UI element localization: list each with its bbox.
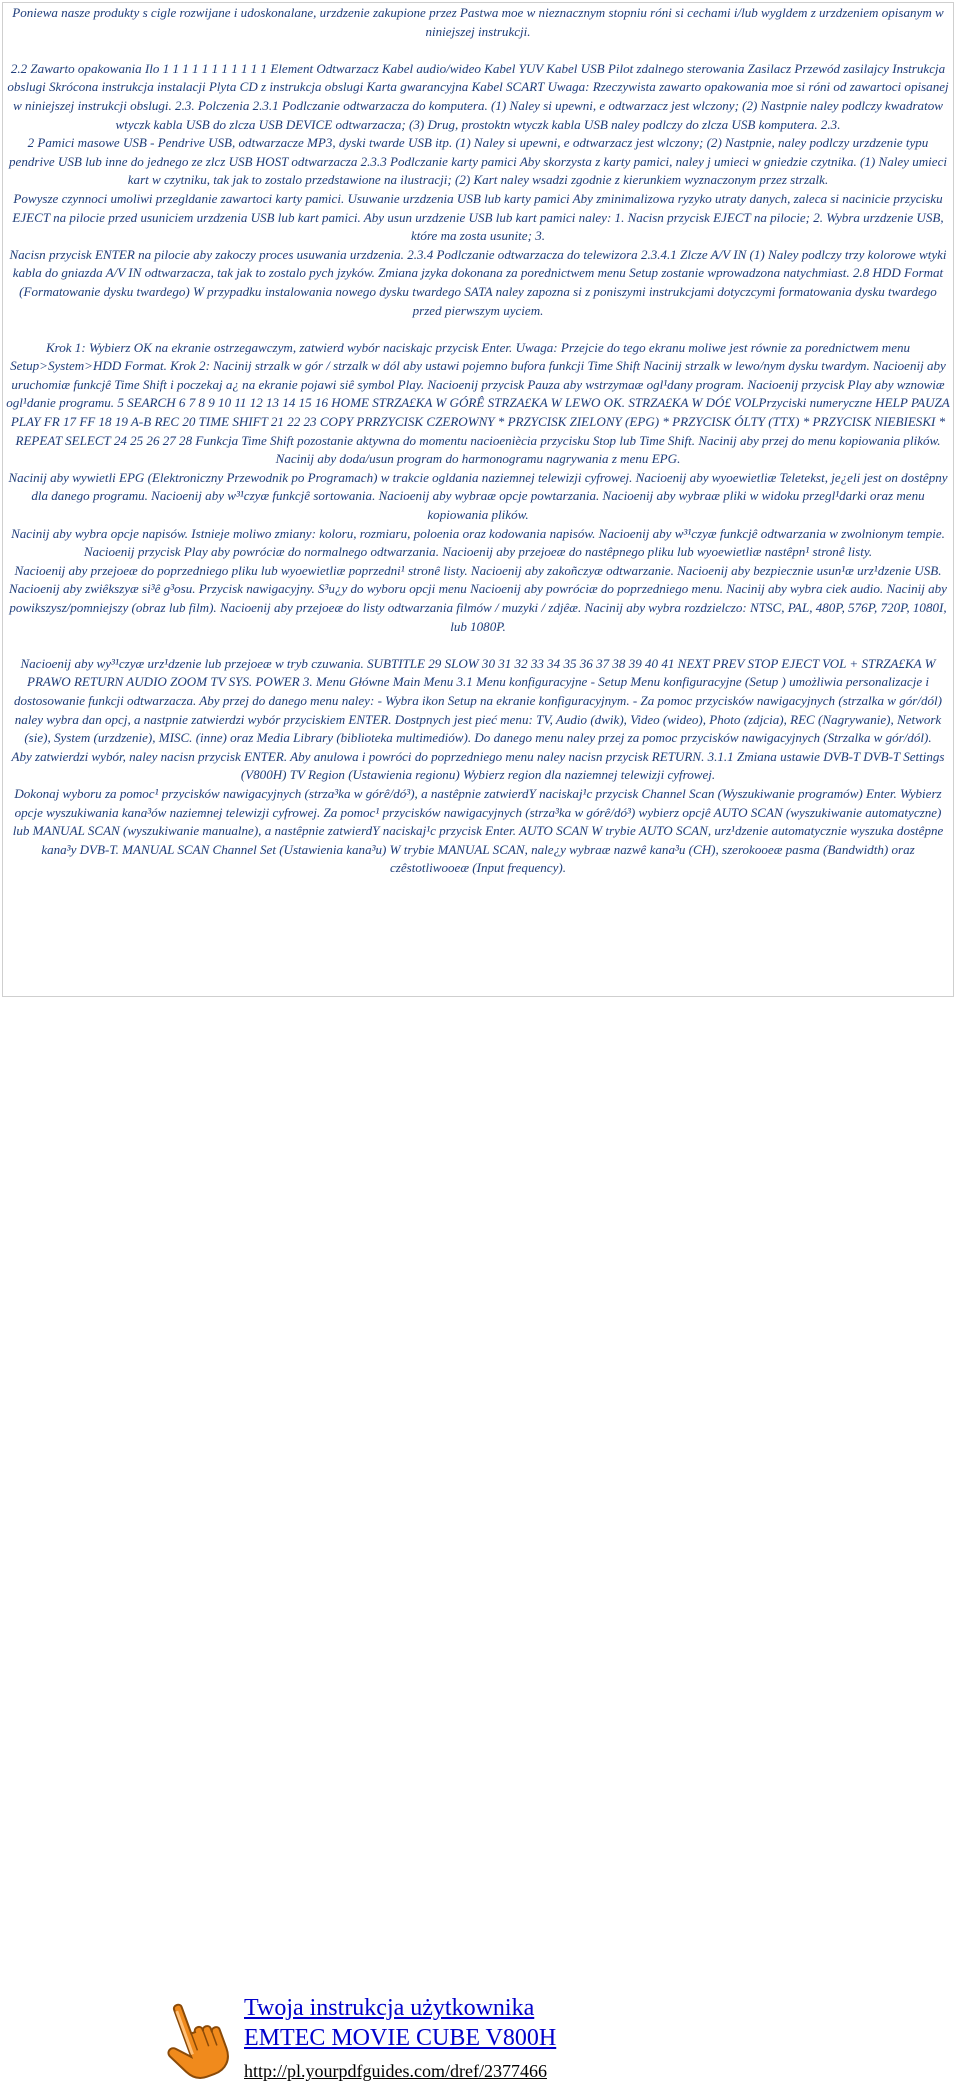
paragraph-subtitles: Nacinij aby wybra opcje napisów. Istnieje moliwo zmiany: koloru, rozmiaru, poloenia oraz kodowania napisów. Nacioenij aby w³¹czyæ funkcjê odtwarzania w zwolnionym tempie. Nacioenij przycisk Play aby powróciæ do normalnego odtwarzania. Nacioenij aby przejoeæ do nastêpnego pliku lub wyoewietliæ nastêpn¹ stronê listy. — [11, 525, 945, 560]
paragraph-navigation: Nacioenij aby przejoeæ do poprzedniego pliku lub wyoewietliæ poprzedni¹ stronê listy. Nacioenij aby zakoñczyæ odtwarzanie. Nacioenij aby bezpiecznie usun¹æ urz¹dzenie USB. Nacioenij aby zwiêkszyæ si³ê g³osu. Przycisk nawigacyjny. S³u¿y do wyboru opcji menu Nacioenij aby powróciæ do poprzedniego menu. Nacinij aby wybra ciek audio. Nacinij aby powikszysz/pomniejszy (obraz lub film). Nacioenij aby przejoeæ do listy odtwarzania filmów / muzyki / zdjêæ. Nacinij aby wybra rozdzielczo: NTSC, PAL, 480P, 576P, 720P, 1080I, lub 1080P. — [9, 562, 947, 634]
paragraph-tv-connection: Nacisn przycisk ENTER na pilocie aby zakoczy proces usuwania urzdzenia. 2.3.4 Podlczanie odtwarzacza do telewizora 2.3.4.1 Zlcze A/V IN (1) Naley podlczy trzy kolorowe wtyki kabla do gniazda A/V IN odtwarzacza, tak jak to zostalo pych jzyków. Zmiana jzyka dokonana za porednictwem menu Setup zostanie wprowadzona natychmiast. 2.8 HDD Format (Formatowanie dysku twardego) W przypadku instalowania nowego dysku twardego SATA naley zapozna si z poniszymi instrukcjami dotyczcymi formatowania dysku twardego przed pierwszym uyciem. — [9, 246, 947, 318]
hand-cursor-logo-icon — [158, 1997, 230, 2085]
paragraph-hdd-format-steps: Krok 1: Wybierz OK na ekranie ostrzegawczym, zatwierd wybór naciskajc przycisk Enter. Uwaga: Przejcie do tego ekranu moliwe jest równie za porednictwem menu Setup>System>HDD Format. Krok 2: Nacinij strzalk w gór / strzalk w dól aby ustawi pojemno bufora funkcji Time Shift Nacinij strzalk w lewo/nym dysku twardym. Nacioenij aby uruchomiæ funkcjê Time Shift i poczekaj a¿ na ekranie pojawi siê symbol Play. Nacioenij przycisk Pauza aby wstrzymaæ ogl¹dany program. Nacioenij przycisk Play aby wznowiæ ogl¹danie programu. 5 SEARCH 6 7 8 9 10 11 12 13 14 15 16 HOME STRZA£KA W GÓRÊ STRZA£KA W LEWO OK. STRZA£KA W DÓ£ VOLPrzyciski numeryczne HELP PAUZA PLAY FR 17 FF 18 19 A-B REC 20 TIME SHIFT 21 22 23 COPY PRRZYCISK CZEROWNY * PRZYCISK ZIELONY (EPG) * PRZYCISK ÓLTY (TTX) * PRZYCISK NIEBIESKI * REPEAT SELECT 24 25 26 27 28 Funkcja Time Shift pozostanie aktywna do momentu nacioeniècia przycisku Stop lub Time Shift. Nacinij aby przej do menu kopiowania plików. Nacinij aby doda/usun program do harmonogramu nagrywania z menu EPG. — [6, 339, 950, 467]
source-url-link[interactable]: http://pl.yourpdfguides.com/dref/2377466 — [244, 2061, 547, 2081]
paragraph-intro: Poniewa nasze produkty s cigle rozwijane i udoskonalane, urzdzenie zakupione przez Pastwa moe w nieznacznym stopniu róni si cechami i/lub wygldem z urzdzeniem opisanym w niniejszej instrukcji. — [12, 5, 944, 39]
paragraph-channel-scan: Dokonaj wyboru za pomoc¹ przycisków nawigacyjnych (strza³ka w górê/dó³), a nastêpnie zatwierdY naciskaj¹c przycisk Channel Scan (Wyszukiwanie programów) Enter. Wybierz opcje wyszukiwania kana³ów naziemnej telewizji cyfrowej. Za pomoc¹ przycisków nawigacyjnych (strza³ka w górê/dó³) wybierz opcjê AUTO SCAN (wyszukiwanie automatyczne) lub MANUAL SCAN (wyszukiwanie manualne), a nastêpnie zatwierdY naciskaj¹c przycisk Enter. AUTO SCAN W trybie AUTO SCAN, urz¹dzenie automatycznie wyszuka dostêpne kana³y DVB-T. MANUAL SCAN Channel Set (Ustawienia kana³u) W trybie MANUAL SCAN, nale¿y wybraæ nazwê kana³u (CH), szerokooeæ pasma (Bandwidth) oraz czêstotliwooeæ (Input frequency). — [12, 785, 944, 876]
paragraph-dvbt-settings: Aby zatwierdzi wybór, naley nacisn przycisk ENTER. Aby anulowa i powróci do poprzedniego menu naley nacisn przycisk RETURN. 3.1.1 Zmiana ustawie DVB-T DVB-T Settings (V800H) TV Region (Ustawienia regionu) Wybierz region dla naziemnej telewizji cyfrowej. — [11, 748, 945, 783]
paragraph-remove-usb: Powysze czynnoci umoliwi przegldanie zawartoci karty pamici. Usuwanie urzdzenia USB lub karty pamici Aby zminimalizowa ryzyko utraty danych, zaleca si nacinicie przycisku EJECT na pilocie przed usuniciem urzdzenia USB lub kart pamici. Aby usun urzdzenie USB lub kart pamici naley: 1. Nacisn przycisk EJECT na pilocie; 2. Wybra urzdzenie USB, które ma zosta usunite; 3. — [12, 190, 944, 244]
paragraph-epg: Nacinij aby wywietli EPG (Elektroniczny Przewodnik po Programach) w trakcie ogldania naziemnej telewizji cyfrowej. Nacioenij aby wyoewietliæ Teletekst, je¿eli jest on dostêpny dla danego programu. Nacioenij aby w³¹czyæ funkcjê sortowania. Nacioenij aby wybraæ opcje powtarzania. Nacioenij aby wybraæ pliki w widoku przegl¹darki oraz menu kopiowania plików. — [8, 469, 948, 523]
product-name-link[interactable]: EMTEC MOVIE CUBE V800H — [244, 2025, 557, 2051]
footer-text — [244, 1993, 556, 2083]
paragraph-package-contents: 2.2 Zawarto opakowania Ilo 1 1 1 1 1 1 1 1 1 1 1 Element Odtwarzacz Kabel audio/wideo Kabel YUV Kabel USB Pilot zdalnego sterowania Zasilacz Przewód zasilajcy Instrukcja obslugi Skrócona instrukcja instalacji Plyta CD z instrukcja obslugi Karta gwarancyjna Kabel SCART Uwaga: Rzeczywista zawarto opakowania moe si róni od zawartoci opisanej w niniejszej instrukcji obslugi. 2.3. Polczenia 2.3.1 Podlczanie odtwarzacza do komputera. (1) Naley si upewni, e odtwarzacz jest wlczony; (2) Nastpnie naley podlczy kwadratow wtyczk kabla USB do zlcza USB DEVICE odtwarzacza; (3) Drug, prostoktn wtyczk kabla USB naley podlczy do zlcza USB komputera. 2.3. — [7, 60, 949, 132]
paragraph-main-menu: Nacioenij aby wy³¹czyæ urz¹dzenie lub przejoeæ w tryb czuwania. SUBTITLE 29 SLOW 30 31 32 33 34 35 36 37 38 39 40 41 NEXT PREV STOP EJECT VOL + STRZA£KA W PRAWO RETURN AUDIO ZOOM TV SYS. POWER 3. Menu Główne Main Menu 3.1 Menu konfiguracyjne - Setup Menu konfiguracyjne (Setup ) umożliwia personalizacje i dostosowanie funkcji odtwarzacza. Aby przej do danego menu naley: - Wybra ikon Setup na ekranie konfiguracyjnym. - Za pomoc przycisków nawigacyjnych (strzalka w gór/dól) naley wybra dan opcj, a nastpnie zatwierdzi wybór przyciskiem ENTER. Dostpnych jest pieć menu: TV, Audio (dwik), Video (wideo), Photo (zdjcia), REC (Nagrywanie), Network (sie), System (urzdzenie), MISC. (inne) oraz Media Library (biblioteka multimediów). Do danego menu naley przej za pomoc przycisków nawigacyjnych (Strzalka w gór/dól). — [13, 655, 942, 746]
footer — [0, 997, 960, 2081]
document-body — [2, 2, 954, 997]
user-manual-link[interactable]: Twoja instrukcja użytkownika — [244, 1995, 535, 2021]
paragraph-usb-storage: 2 Pamici masowe USB - Pendrive USB, odtwarzacze MP3, dyski twarde USB itp. (1) Naley si upewni, e odtwarzacz jest wlczony; (2) Nastpnie, naley podlczy urzdzenie typu pendrive USB lub inne do jednego ze zlcz USB HOST odtwarzacza 2.3.3 Podlczanie karty pamici Aby skorzysta z karty pamici, naley j umieci w gniedzie czytnika. (1) Naley umieci kart w czytniku, tak jak to zostalo przedstawione na ilustracji; (2) Kart naley wsadzi zgodnie z kierunkiem wyznaczonym przez strzalk. — [9, 135, 947, 188]
